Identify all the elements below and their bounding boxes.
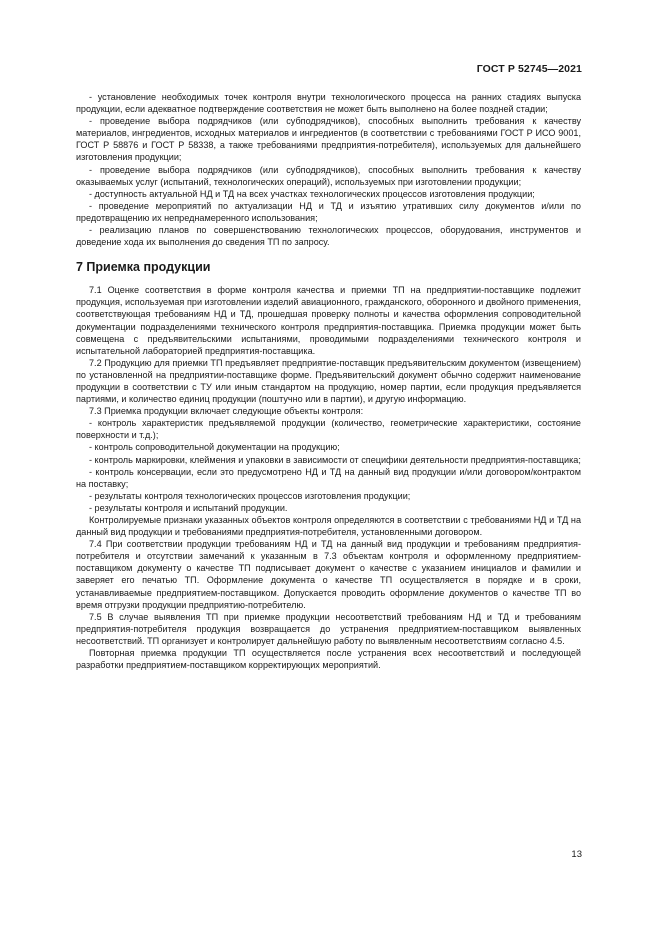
page-content — [76, 91, 581, 671]
list-item: - проведение выбора подрядчиков (или субподрядчиков), способных выполнить требования к качеству материалов, ингредиентов, исходных материалов и ингредиентов (в соответствии с требованиями ГОСТ Р ИСО 9001, ГОСТ Р 58876 и ГОСТ Р 58338, а также требованиями предприятия-потребителя), используемых для дальнейшего изготовления продукции; — [76, 116, 581, 163]
paragraph-7-1: 7.1 Оценке соответствия в форме контроля качества и приемки ТП на предприятии-поставщике подлежит продукция, используемая при изготовлении изделий авиационного, гражданского, оборонного и двойного применения, соответствующая требованиям НД и ТД, прошедшая проверку полноты и качества оформления сопроводительной документации подразделениями технического контроля предприятия-поставщика. Приемка продукции может быть совмещена с предъявительскими испытаниями, проводимыми подразделениями технического контроля и испытательной лабораторией предприятия-поставщика. — [76, 285, 581, 356]
section-title: 7 Приемка продукции — [76, 260, 211, 275]
list-item: - результаты контроля и испытаний продукции. — [89, 502, 288, 513]
paragraph-7-3-end: Контролируемые признаки указанных объектов контроля определяются в соответствии с требованиями НД и ТД на данный вид продукции и требованиями предприятия-потребителя, установленными договором. — [76, 515, 581, 538]
list-item: - реализацию планов по совершенствованию технологических процессов, оборудования, инструментов и доведение хода их выполнения до сведения ТП по запросу. — [76, 225, 581, 248]
standard-number: ГОСТ Р 52745—2021 — [476, 63, 582, 75]
paragraph-7-5: 7.5 В случае выявления ТП при приемке продукции несоответствий требованиям НД и ТД и требованиям предприятия-потребителя продукция возвращается до устранения предприятием-поставщиком выявленных несоответствий. ТП организует и контролирует дальнейшую работу по выявленным несоответствиям согласно 4.5. — [76, 611, 581, 646]
list-item: - установление необходимых точек контроля внутри технологического процесса на ранних стадиях выпуска продукции, если адекватное подтверждение соответствия не может быть выполнено на более поздней стадии; — [76, 92, 581, 115]
page-number: 13 — [571, 849, 582, 860]
list-item: - контроль характеристик предъявляемой продукции (количество, геометрические характеристики, состояние поверхности и т.д.); — [76, 418, 581, 441]
paragraph-7-3: 7.3 Приемка продукции включает следующие объекты контроля: — [89, 406, 364, 417]
list-item: - контроль консервации, если это предусмотрено НД и ТД на данный вид продукции и/или договором/контрактом на поставку; — [76, 466, 581, 489]
list-item: - проведение выбора подрядчиков (или субподрядчиков), способных выполнить требования к качеству оказываемых услуг (испытаний, технологических операций), используемых при изготовлении продукции; — [76, 164, 581, 187]
list-item: - контроль сопроводительной документации на продукцию; — [89, 442, 340, 453]
paragraph-7-2: 7.2 Продукцию для приемки ТП предъявляет предприятие-поставщик предъявительским документом (извещением) по установленной на предприятии-поставщике форме. Предъявительский документ обычно содержит наименование продукции в соответствии с ТУ или иным стандартом на продукцию, номер партии, если продукция предъявляется партиями, и количество единиц продукции (поштучно или в партии), и другую информацию. — [76, 357, 581, 405]
paragraph-7-4: 7.4 При соответствии продукции требованиям НД и ТД на данный вид продукции и требованиям предприятия-потребителя и отсутствии замечаний к указанным в 7.3 объектам контроля и оформленному предприятием-поставщиком документу о качестве ТП подписывает документ о качестве с указанием инициалов и фамилии и заверяет его печатью ТП. Оформление документа о качестве ТП осуществляется в порядке и в сроки, устанавливаемые предприятием-поставщиком. Допускается проводить оформление документов о качестве ТП во время отгрузки продукции предприятию-потребителю. — [76, 539, 581, 610]
list-item: - результаты контроля технологических процессов изготовления продукции; — [89, 490, 411, 501]
list-item: - проведение мероприятий по актуализации НД и ТД и изъятию утративших силу документов и/или по предотвращению их непреднамеренного использования; — [76, 200, 581, 223]
paragraph-repeat-acceptance: Повторная приемка продукции ТП осуществляется после устранения всех несоответствий и последующей разработки предприятием-поставщиком корректирующих мероприятий. — [76, 648, 581, 671]
list-item: - контроль маркировки, клеймения и упаковки в зависимости от специфики деятельности предприятия-поставщика; — [89, 454, 581, 465]
list-item: - доступность актуальной НД и ТД на всех участках технологических процессов изготовления продукции; — [89, 188, 535, 199]
